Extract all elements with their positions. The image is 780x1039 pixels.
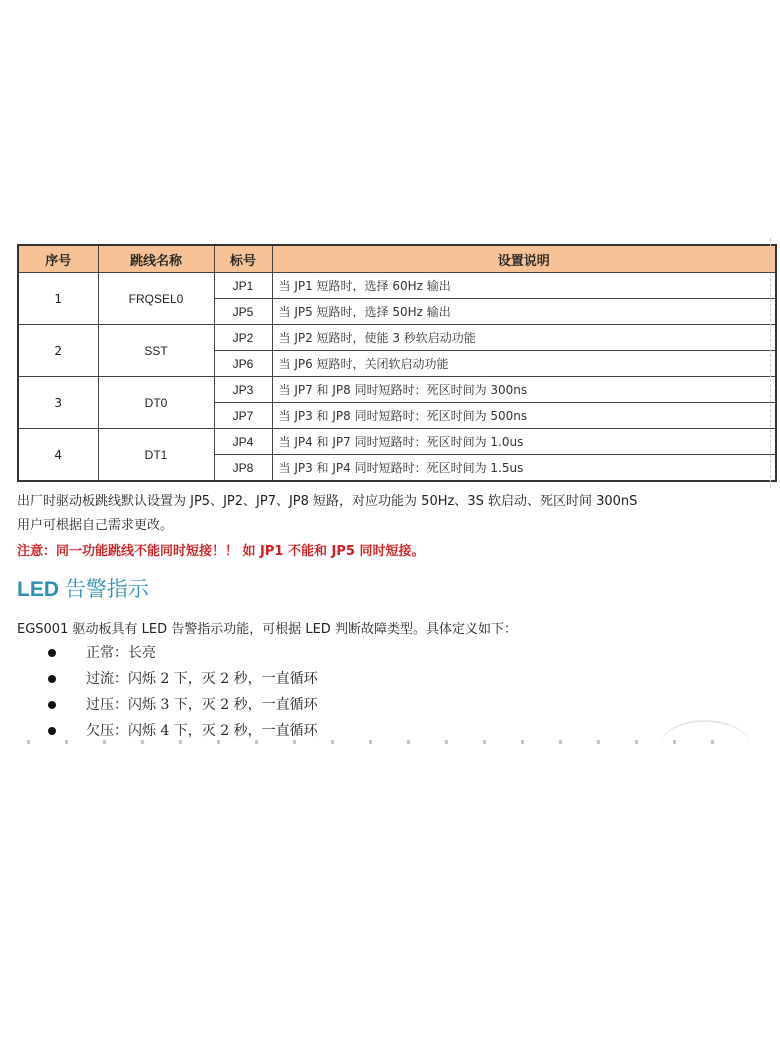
jumper-description: 当 JP3 和 JP8 同时短路时：死区时间为 500ns xyxy=(272,403,776,429)
cropped-text-line xyxy=(17,738,757,746)
jumper-name: DT0 xyxy=(98,377,214,429)
header-label: 标号 xyxy=(214,245,272,273)
cropped-text-fragments xyxy=(27,740,747,744)
jumper-label: JP5 xyxy=(214,299,272,325)
section-title-latin: LED xyxy=(17,578,59,601)
table-row xyxy=(18,325,776,351)
header-index: 序号 xyxy=(18,245,98,273)
jumper-label: JP4 xyxy=(214,429,272,455)
row-index: 1 xyxy=(18,273,98,325)
faint-arc-decoration xyxy=(660,720,750,772)
list-item xyxy=(48,692,318,718)
table-row xyxy=(18,429,776,455)
bullet-icon xyxy=(48,675,56,683)
jumper-label: JP8 xyxy=(214,455,272,482)
jumper-label: JP6 xyxy=(214,351,272,377)
header-description: 设置说明 xyxy=(272,245,776,273)
jumper-settings-table xyxy=(17,244,777,482)
jumper-name: DT1 xyxy=(98,429,214,482)
jumper-label: JP7 xyxy=(214,403,272,429)
table-row xyxy=(18,273,776,299)
table-header-row xyxy=(18,245,776,273)
jumper-description: 当 JP2 短路时，使能 3 秒软启动功能 xyxy=(272,325,776,351)
jumper-description: 当 JP7 和 JP8 同时短路时：死区时间为 300ns xyxy=(272,377,776,403)
led-section-title xyxy=(17,573,149,603)
section-title-chinese: 告警指示 xyxy=(64,578,149,601)
list-item xyxy=(48,666,318,692)
table-row xyxy=(18,377,776,403)
jumper-label: JP3 xyxy=(214,377,272,403)
jumper-description: 当 JP6 短路时，关闭软启动功能 xyxy=(272,351,776,377)
jumper-label: JP1 xyxy=(214,273,272,299)
jumper-name: FRQSEL0 xyxy=(98,273,214,325)
list-item xyxy=(48,640,318,666)
jumper-description: 当 JP4 和 JP7 同时短路时：死区时间为 1.0us xyxy=(272,429,776,455)
list-item-text: 过压：闪烁 3 下，灭 2 秒，一直循环 xyxy=(86,697,318,713)
jumper-name: SST xyxy=(98,325,214,377)
warning-note: 注意：同一功能跳线不能同时短接！！ 如 JP1 不能和 JP5 同时短接。 xyxy=(17,544,425,559)
row-index: 4 xyxy=(18,429,98,482)
jumper-description: 当 JP5 短路时，选择 50Hz 输出 xyxy=(272,299,776,325)
user-modify-note: 用户可根据自己需求更改。 xyxy=(17,518,174,533)
jumper-label: JP2 xyxy=(214,325,272,351)
page-edge-divider xyxy=(770,238,777,488)
row-index: 3 xyxy=(18,377,98,429)
jumper-description: 当 JP1 短路时，选择 60Hz 输出 xyxy=(272,273,776,299)
list-item-text: 正常：长亮 xyxy=(86,645,156,661)
jumper-description: 当 JP3 和 JP4 同时短路时：死区时间为 1.5us xyxy=(272,455,776,482)
led-intro-text: EGS001 驱动板具有 LED 告警指示功能，可根据 LED 判断故障类型。具体定义如下： xyxy=(17,622,517,637)
row-index: 2 xyxy=(18,325,98,377)
bullet-icon xyxy=(48,701,56,709)
list-item-text: 欠压：闪烁 4 下，灭 2 秒，一直循环 xyxy=(86,723,318,739)
header-jumper-name: 跳线名称 xyxy=(98,245,214,273)
bullet-icon xyxy=(48,649,56,657)
default-setting-note: 出厂时驱动板跳线默认设置为 JP5、JP2、JP7、JP8 短路，对应功能为 50Hz、3S 软启动、死区时间 300nS xyxy=(17,494,638,509)
bullet-icon xyxy=(48,727,56,735)
list-item-text: 过流：闪烁 2 下，灭 2 秒，一直循环 xyxy=(86,671,318,687)
led-status-list xyxy=(48,640,318,744)
